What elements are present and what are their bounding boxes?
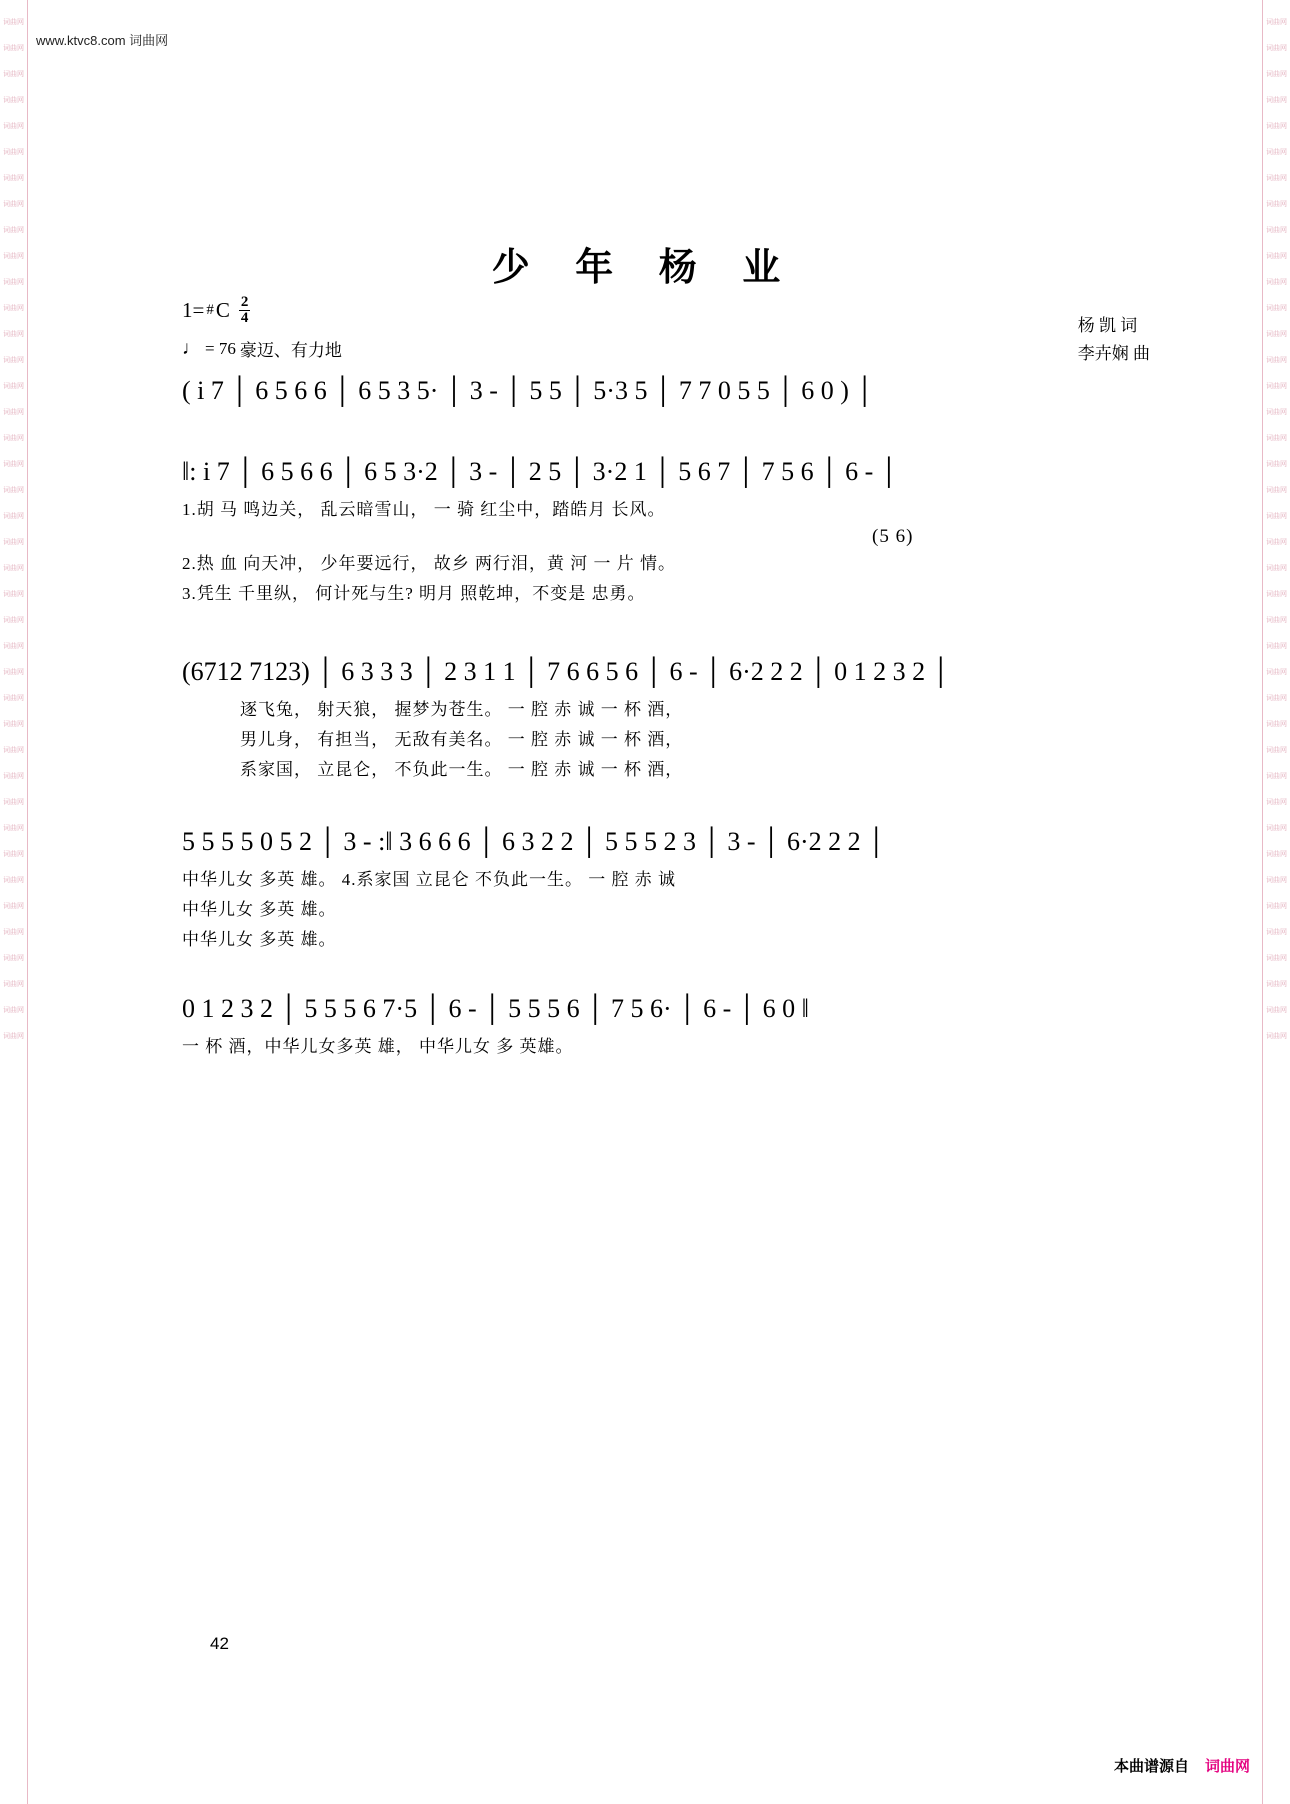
watermark-text: 词曲网 [3,824,24,832]
watermark-text: 词曲网 [3,798,24,806]
watermark-text: 词曲网 [3,980,24,988]
watermark-text: 词曲网 [3,460,24,468]
watermark-text: 词曲网 [3,928,24,936]
watermark-text: 词曲网 [1266,850,1287,858]
watermark-text: 词曲网 [3,486,24,494]
watermark-text: 词曲网 [3,200,24,208]
watermark-text: 词曲网 [1266,720,1287,728]
watermark-text: 词曲网 [3,1006,24,1014]
watermark-text: 词曲网 [1266,616,1287,624]
watermark-text: 词曲网 [1266,330,1287,338]
page-title: 少 年 杨 业 [491,247,799,289]
watermark-text: 词曲网 [3,434,24,442]
key-letter: C [215,298,230,322]
watermark-text: 词曲网 [3,720,24,728]
watermark-text: 词曲网 [1266,876,1287,884]
watermark-text: 词曲网 [1266,538,1287,546]
notation-line: 0 1 2 3 2 │ 5 5 5 6 7·5 │ 6 - │ 5 5 5 6 │ 7 5 6· │ 6 - │ 6 0 ‖ [182,994,809,1023]
watermark-text: 词曲网 [3,96,24,104]
site-credit: www.ktvc8.com 词曲网 [36,33,169,48]
watermark-text: 词曲网 [1266,44,1287,52]
watermark-text: 词曲网 [1266,980,1287,988]
watermark-text: 词曲网 [3,564,24,572]
watermark-text: 词曲网 [1266,278,1287,286]
watermark-text: 词曲网 [3,642,24,650]
tempo-value: = 76 [205,338,236,358]
footer-brand-link[interactable]: 词曲网 [1204,1758,1250,1775]
watermark-text: 词曲网 [1266,174,1287,182]
music-system-intro [182,374,874,408]
lyric-line: 中华儿女 多英 雄。 4.系家国 立昆仑 不负此一生。 一 腔 赤 诚 [182,870,676,889]
watermark-text: 词曲网 [3,122,24,130]
watermark-text: 词曲网 [3,330,24,338]
watermark-text: 词曲网 [3,876,24,884]
watermark-text: 词曲网 [1266,668,1287,676]
music-system-coda [182,992,809,1062]
lyric-line: 2.热 血 向天冲， 少年要远行， 故乡 两行泪，黄 河 一 片 情。 [182,554,676,573]
watermark-text: 词曲网 [1266,148,1287,156]
notation-line: ‖: i 7 │ 6 5 6 6 │ 6 5 3·2 │ 3 - │ 2 5 │ 3·2 1 │ 5 6 7 │ 7 5 6 │ 6 - │ [182,457,899,486]
watermark-text: 词曲网 [1266,70,1287,78]
music-system-verse-2 [182,655,950,785]
watermark-text: 词曲网 [1266,226,1287,234]
watermark-text: 词曲网 [3,746,24,754]
watermark-text: 词曲网 [3,70,24,78]
watermark-text: 词曲网 [3,226,24,234]
credits [1078,312,1150,368]
quarter-note-icon: ♩ [182,338,201,359]
watermark-text: 词曲网 [3,18,24,26]
page-number: 42 [210,1634,229,1653]
key-signature [182,295,250,326]
watermark-text: 词曲网 [3,902,24,910]
watermark-text: 词曲网 [1266,434,1287,442]
watermark-text: 词曲网 [1266,772,1287,780]
watermark-text: 词曲网 [1266,954,1287,962]
watermark-text: 词曲网 [1266,408,1287,416]
watermark-text: 词曲网 [1266,824,1287,832]
expression-marking: 豪迈、有力地 [239,341,342,360]
watermark-text: 词曲网 [3,304,24,312]
watermark-text: 词曲网 [1266,382,1287,390]
watermark-text: 词曲网 [3,954,24,962]
time-signature-denominator: 4 [240,310,249,326]
watermark-text: 词曲网 [1266,798,1287,806]
watermark-text: 词曲网 [3,694,24,702]
watermark-text: 词曲网 [3,512,24,520]
small-note-annotation: (5 6) [872,526,914,547]
lyric-line: 系家国， 立昆仑， 不负此一生。 一 腔 赤 诚 一 杯 酒， [240,760,684,779]
watermark-text: 词曲网 [1266,122,1287,130]
lyricist-credit: 杨 凯 词 [1077,316,1138,335]
watermark-text: 词曲网 [3,668,24,676]
watermark-text: 词曲网 [3,616,24,624]
time-signature [239,295,251,326]
watermark-text: 词曲网 [3,252,24,260]
watermark-text: 词曲网 [1266,590,1287,598]
watermark-text: 词曲网 [1266,304,1287,312]
lyric-line: 1.胡 马 鸣边关， 乱云暗雪山， 一 骑 红尘中，踏皓月 长风。 [182,500,666,519]
watermark-text: 词曲网 [1266,486,1287,494]
watermark-text: 词曲网 [3,1032,24,1040]
lyric-line: 中华儿女 多英 雄。 [182,930,337,949]
watermark-text: 词曲网 [1266,642,1287,650]
notation-line: (6712 7123) │ 6 3 3 3 │ 2 3 1 1 │ 7 6 6 5 6 │ 6 - │ 6·2 2 2 │ 0 1 2 3 2 │ [182,657,951,686]
watermark-text: 词曲网 [3,590,24,598]
watermark-text: 词曲网 [1266,694,1287,702]
notation-line: ( i 7 │ 6 5 6 6 │ 6 5 3 5· │ 3 - │ 5 5 │ 5·3 5 │ 7 7 0 5 5 │ 6 0 ) │ [182,376,874,405]
watermark-text: 词曲网 [1266,928,1287,936]
watermark-text: 词曲网 [3,356,24,364]
watermark-text: 词曲网 [3,174,24,182]
watermark-text: 词曲网 [1266,18,1287,26]
watermark-text: 词曲网 [3,850,24,858]
notation-line: 5 5 5 5 0 5 2 │ 3 - :‖ 3 6 6 6 │ 6 3 2 2 │ 5 5 5 2 3 │ 3 - │ 6·2 2 2 │ [182,827,886,856]
watermark-text: 词曲网 [1266,1032,1287,1040]
watermark-text: 词曲网 [1266,746,1287,754]
lyric-line: 一 杯 酒，中华儿女多英 雄， 中华儿女 多 英雄。 [182,1037,574,1056]
watermark-text: 词曲网 [1266,512,1287,520]
lyric-line: 中华儿女 多英 雄。 [182,900,337,919]
watermark-text: 词曲网 [1266,460,1287,468]
watermark-text: 词曲网 [3,44,24,52]
footer-source-label: 本曲谱源自 [1113,1758,1189,1775]
watermark-text: 词曲网 [1266,96,1287,104]
key-accidental: # [206,302,214,318]
music-system-verse-3 [182,825,886,955]
lyric-line: 3.凭生 千里纵， 何计死与生? 明月 照乾坤，不变是 忠勇。 [182,584,646,603]
composer-credit: 李卉娴 曲 [1077,344,1150,363]
watermark-text: 词曲网 [1266,564,1287,572]
time-signature-numerator: 2 [240,294,249,310]
watermark-text: 词曲网 [1266,356,1287,364]
lyric-line: 逐飞兔， 射天狼， 握梦为苍生。 一 腔 赤 诚 一 杯 酒， [240,700,684,719]
tempo-marking [182,336,342,361]
watermark-text: 词曲网 [3,772,24,780]
watermark-text: 词曲网 [3,538,24,546]
watermark-text: 词曲网 [1266,200,1287,208]
watermark-text: 词曲网 [3,408,24,416]
watermark-text: 词曲网 [3,148,24,156]
music-system-verse-1 [182,455,913,609]
watermark-text: 词曲网 [1266,902,1287,910]
watermark-text: 词曲网 [3,278,24,286]
watermark-text: 词曲网 [3,382,24,390]
footer [1114,1755,1250,1776]
key-prefix: 1= [182,298,205,322]
lyric-line: 男儿身， 有担当， 无敌有美名。 一 腔 赤 诚 一 杯 酒， [240,730,684,749]
watermark-text: 词曲网 [1266,252,1287,260]
watermark-text: 词曲网 [1266,1006,1287,1014]
